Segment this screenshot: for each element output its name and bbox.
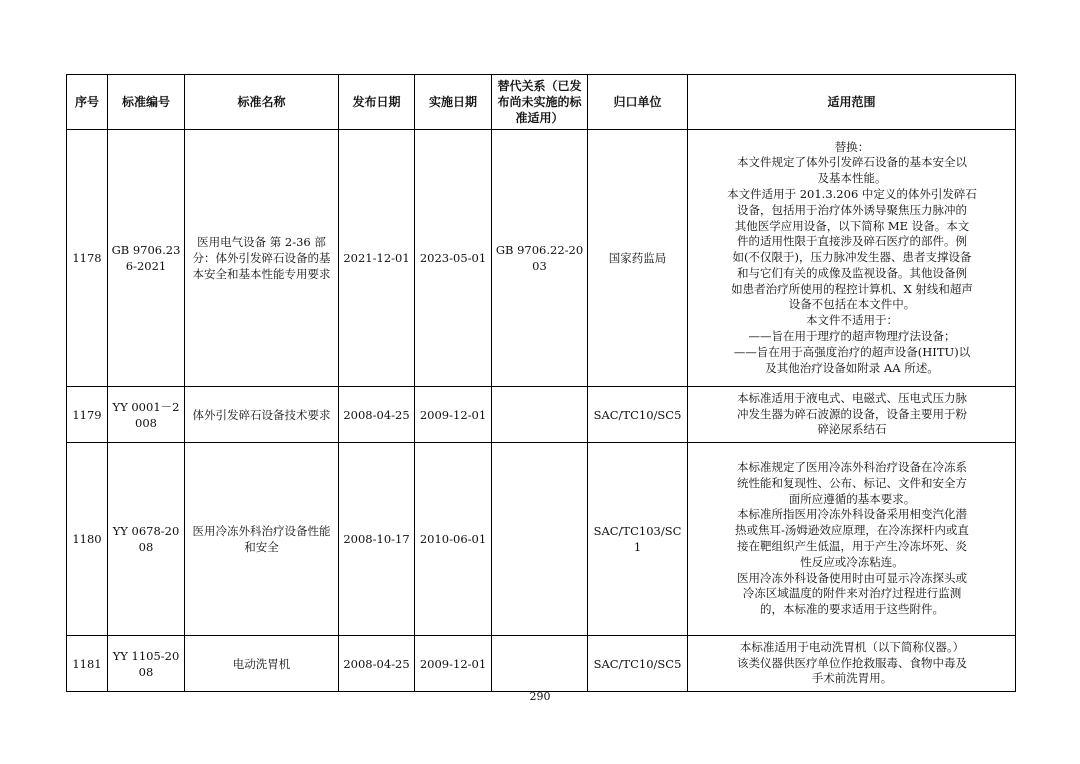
cell-seq-text: 1178 [72, 251, 102, 265]
cell-dept [588, 387, 688, 443]
cell-std-name-text: 医用电气设备 第 2-36 部分：体外引发碎石设备的基本安全和基本性能专用要求 [192, 235, 331, 281]
table-row [67, 443, 1016, 636]
scope-line: 接在靶组织产生低温，用于产生冷冻坏死、炎 [737, 539, 967, 553]
scope-line: 件的适用性限于直接涉及碎石医疗的部件。例 [737, 234, 967, 249]
cell-scope [688, 636, 1016, 692]
scope-line: 本文件适用于 201.3.206 中定义的体外引发碎石 [727, 186, 977, 201]
cell-seq [67, 130, 108, 387]
table-row [67, 636, 1016, 692]
cell-replace-text: GB 9706.22-2003 [495, 243, 584, 273]
cell-impl-date-text: 2009-12-01 [419, 656, 487, 671]
header-scope: 适用范围 [688, 75, 1016, 130]
scope-line: 医用冷冻外科设备使用时由可显示冷冻探头或 [737, 570, 967, 585]
scope-line: 替换： [834, 139, 870, 154]
cell-seq [67, 443, 108, 636]
cell-dept [588, 130, 688, 387]
header-std-name: 标准名称 [185, 75, 339, 130]
standards-table [66, 74, 1016, 692]
cell-impl-date-text: 2023-05-01 [419, 251, 487, 265]
scope-line: 冷冻区域温度的附件来对治疗过程进行监测 [742, 586, 962, 601]
cell-std-no-text: YY 0678-2008 [112, 524, 180, 554]
scope-line: ——旨在用于理疗的超声物理疗法设备； [748, 329, 956, 344]
cell-std-no [108, 636, 185, 692]
cell-seq-text: 1179 [72, 407, 102, 422]
cell-impl-date [415, 636, 492, 692]
scope-line: 如患者治疗所使用的程控计算机、X 射线和超声 [731, 281, 973, 296]
cell-seq [67, 636, 108, 692]
cell-std-no [108, 130, 185, 387]
header-replace: 替代关系（已发布尚未实施的标准适用） [492, 75, 588, 130]
cell-std-no-text: YY 0001－2008 [112, 399, 180, 430]
cell-pub-date-text: 2021-12-01 [343, 251, 410, 265]
header-pub-date: 发布日期 [339, 75, 415, 130]
scope-line: 和与它们有关的成像及监视设备。其他设备例 [737, 265, 967, 280]
scope-line: 本标准所指医用冷冻外科设备采用相变汽化潜 [737, 507, 967, 522]
scope-line: 如(不仅限于)，压力脉冲发生器、患者支撑设备 [732, 250, 972, 265]
cell-std-name [185, 443, 339, 636]
scope-line: 性反应或冷冻粘连。 [800, 554, 904, 569]
cell-std-name-text: 医用冷冻外科治疗设备性能和安全 [192, 524, 331, 554]
scope-line: 及基本性能。 [817, 171, 887, 186]
cell-std-no-text: YY 1105-2008 [112, 648, 180, 679]
cell-replace [492, 636, 588, 692]
cell-impl-date [415, 130, 492, 387]
scope-line: 本标准规定了医用冷冻外科治疗设备在冷冻系 [737, 460, 967, 475]
table-row [67, 387, 1016, 443]
cell-pub-date-text: 2008-10-17 [343, 532, 410, 546]
scope-line: 本文件不适用于： [806, 313, 898, 328]
cell-std-no [108, 443, 185, 636]
cell-dept [588, 443, 688, 636]
cell-impl-date-text: 2009-12-01 [419, 407, 487, 422]
scope-line: 及其他治疗设备如附录 AA 所述。 [765, 360, 939, 375]
scope-line: 设备不包括在本文件中。 [788, 297, 916, 312]
cell-dept [588, 636, 688, 692]
cell-scope [688, 130, 1016, 387]
scope-line: 统性能和复现性、公布、标记、文件和安全方 [737, 475, 967, 490]
cell-std-name-text: 体外引发碎石设备技术要求 [192, 407, 331, 422]
table-header-row [67, 75, 1016, 130]
cell-std-name [185, 636, 339, 692]
header-std-no: 标准编号 [108, 75, 185, 130]
cell-std-name [185, 387, 339, 443]
cell-replace [492, 387, 588, 443]
scope-line: 热或焦耳-汤姆逊效应原理，在冷冻探杆内或直 [735, 523, 969, 538]
scope-line: 设备，包括用于治疗体外诱导聚焦压力脉冲的 [737, 202, 967, 217]
cell-scope [688, 387, 1016, 443]
cell-dept-text: SAC/TC10/SC5 [593, 656, 682, 671]
cell-std-no [108, 387, 185, 443]
cell-replace [492, 443, 588, 636]
header-seq: 序号 [67, 75, 108, 130]
table-row [67, 130, 1016, 387]
cell-pub-date-text: 2008-04-25 [343, 407, 410, 422]
scope-line: 其他医学应用设备，以下简称 ME 设备。本文 [734, 218, 970, 233]
cell-pub-date [339, 130, 415, 387]
scope-line: 冲发生器为碎石波源的设备，设备主要用于粉 [737, 406, 967, 421]
cell-dept-text: SAC/TC103/SC1 [593, 524, 682, 554]
scope-line: ——旨在用于高强度治疗的超声设备(HITU)以 [733, 344, 971, 359]
cell-seq-text: 1180 [72, 532, 102, 546]
header-dept: 归口单位 [588, 75, 688, 130]
cell-dept-text: SAC/TC10/SC5 [593, 407, 682, 422]
header-impl-date: 实施日期 [415, 75, 492, 130]
cell-impl-date [415, 387, 492, 443]
cell-pub-date [339, 443, 415, 636]
cell-seq [67, 387, 108, 443]
scope-line: 本文件规定了体外引发碎石设备的基本安全以 [737, 155, 967, 170]
cell-impl-date-text: 2010-06-01 [419, 532, 487, 546]
cell-replace [492, 130, 588, 387]
scope-line: 的，本标准的要求适用于这些附件。 [760, 602, 944, 617]
cell-scope [688, 443, 1016, 636]
cell-seq-text: 1181 [72, 656, 102, 671]
scope-line: 本标准适用于液电式、电磁式、压电式压力脉 [737, 390, 967, 405]
cell-pub-date [339, 387, 415, 443]
cell-pub-date [339, 636, 415, 692]
cell-std-name [185, 130, 339, 387]
page-number: 290 [529, 690, 551, 703]
scope-line: 面所应遵循的基本要求。 [788, 491, 916, 506]
scope-line: 该类仪器供医疗单位作抢救服毒、食物中毒及 [737, 655, 967, 670]
cell-impl-date [415, 443, 492, 636]
cell-std-name-text: 电动洗胃机 [232, 656, 291, 671]
cell-dept-text: 国家药监局 [608, 251, 667, 265]
cell-std-no-text: GB 9706.236-2021 [111, 243, 181, 273]
cell-pub-date-text: 2008-04-25 [343, 656, 410, 671]
scope-line: 手术前洗胃用。 [811, 671, 893, 686]
scope-line: 本标准适用于电动洗胃机（以下简称仪器。） [739, 639, 965, 654]
scope-line: 碎泌尿系结石 [817, 422, 887, 437]
